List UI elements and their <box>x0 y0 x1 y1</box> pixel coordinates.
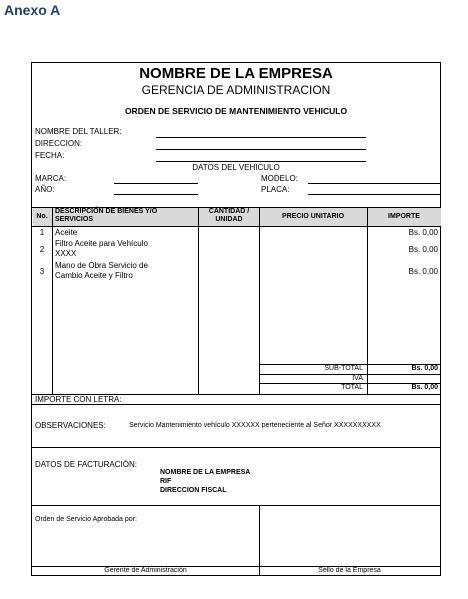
table-header-bottom-border <box>32 226 440 227</box>
col-divider-description <box>198 207 199 394</box>
row-2-amount: Bs. 0,00 <box>408 245 438 254</box>
workshop-name-line <box>156 137 366 138</box>
subtotal-label: SUB-TOTAL <box>324 365 363 372</box>
total-value: Bs. 0,00 <box>411 384 438 391</box>
billing-bottom-border <box>32 505 440 506</box>
annex-title: Anexo A <box>4 2 61 18</box>
billing-label: DATOS DE FACTURACIÓN: <box>35 460 137 469</box>
row-3-amount: Bs. 0,00 <box>408 267 438 276</box>
col-header-description: DESCRIPCIÓN DE BIENES Y/O SERVICIOS <box>55 208 158 223</box>
col-header-amount: IMPORTE <box>388 213 420 220</box>
row-1-amount: Bs. 0,00 <box>408 228 438 237</box>
date-label: FECHA: <box>35 151 65 160</box>
row-2-description-line-1: Filtro Aceite para Vehículo <box>55 239 148 248</box>
row-1-no: 1 <box>39 228 45 237</box>
signature-left-label: Gerente de Administración <box>104 567 187 574</box>
iva-label: IVA <box>352 375 363 382</box>
subtotal-value: Bs. 0,00 <box>411 365 438 372</box>
date-line <box>156 161 366 162</box>
year-label: AÑO: <box>35 185 55 194</box>
total-label: TOTAL <box>341 384 363 391</box>
plate-line <box>308 194 440 195</box>
billing-company: NOMBRE DE LA EMPRESA <box>160 469 251 476</box>
row-3-description-line-1: Mano de Obra Servicio de <box>55 261 148 270</box>
row-2-description-line-2: XXXX <box>55 249 77 258</box>
col-header-unit-price: PRECIO UNITARIO <box>281 213 345 220</box>
observations-label: OBSERVACIONES: <box>35 421 106 430</box>
vehicle-section-label: DATOS DEL VEHICULO <box>192 163 280 172</box>
model-line <box>308 183 440 184</box>
row-1-description: Aceite <box>55 228 78 237</box>
brand-label: MARCA: <box>35 174 67 183</box>
order-title: ORDEN DE SERVICIO DE MANTENIMIENTO VEHICULO <box>124 106 348 116</box>
department-name: GERENCIA DE ADMINISTRACION <box>141 83 331 97</box>
service-order-form <box>31 62 441 576</box>
billing-fiscal-address: DIRECCION FISCAL <box>160 487 227 494</box>
workshop-address-line <box>156 149 366 150</box>
model-label: MODELO: <box>261 174 298 183</box>
row-3-description-line-2: Cambio Aceite y Filtro <box>55 271 133 280</box>
workshop-name-label: NOMBRE DEL TALLER: <box>35 127 122 136</box>
approval-label: Orden de Servicio Aprobada por: <box>35 516 137 523</box>
observations-bottom-border <box>32 447 440 448</box>
row-3-no: 3 <box>39 267 45 276</box>
row-2-no: 2 <box>39 245 45 254</box>
signature-right-label: Sello de la Empresa <box>318 567 381 574</box>
billing-rif: RIF <box>160 478 172 485</box>
col-divider-no <box>52 207 53 394</box>
amount-words-bottom-border <box>32 404 440 405</box>
plate-label: PLACA: <box>261 185 290 194</box>
col-header-quantity: CANTIDAD / UNIDAD <box>208 208 250 223</box>
col-header-no: No. <box>36 213 48 220</box>
workshop-address-label: DIRECCION: <box>35 139 83 148</box>
observations-text: Servicio Mantenimiento vehículo XXXXXX perteneciente al Señor XXXXXXXXXX <box>129 422 381 429</box>
company-name: NOMBRE DE LA EMPRESA <box>139 65 333 82</box>
amount-in-words-label: IMPORTE CON LETRA: <box>35 395 122 404</box>
approval-divider <box>259 505 260 575</box>
brand-line <box>114 183 198 184</box>
year-line <box>114 194 198 195</box>
